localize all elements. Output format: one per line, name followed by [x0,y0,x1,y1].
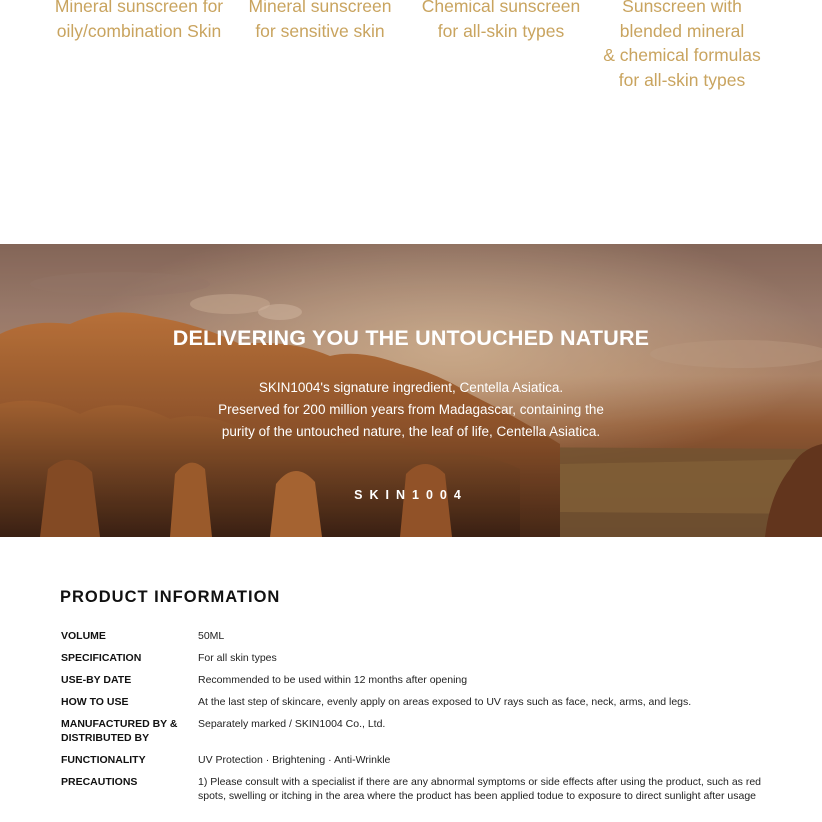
type-mineral-oily: Mineral sunscreen for oily/combination Skin [54,0,224,41]
table-row [61,673,771,695]
row-value: At the last step of skincare, evenly apply on areas exposed to UV rays such as face, neck, arms, and legs. [198,696,692,708]
table-row [61,717,771,753]
banner-title: DELIVERING YOU THE UNTOUCHED NATURE [172,326,650,350]
type-mineral-sensitive: Mineral sunscreen for sensitive skin [248,0,392,41]
banner-line: Preserved for 200 million years from Madagascar, containing the [218,402,604,417]
brand-logo-text: SKIN1004 [354,488,468,502]
row-value: 50ML [198,630,225,642]
banner-line: purity of the untouched nature, the leaf of life, Centella Asiatica. [221,424,601,439]
row-value: Separately marked / SKIN1004 Co., Ltd. [198,718,386,730]
row-key: FUNCTIONALITY [61,754,146,766]
row-value: For all skin types [198,652,277,664]
row-key: USE-BY DATE [61,674,132,686]
banner-line: SKIN1004's signature ingredient, Centella Asiatica. [258,380,564,395]
table-row [61,753,771,775]
row-value: 1) Please consult with a specialist if there are any abnormal symptoms or side effects after using the product, such as red spots, swelling or itching in the area where the product has been applied todue to exposure to direct sunlight after usage [198,776,762,802]
type-blended: Sunscreen with blended mineral & chemical formulas for all-skin types [603,0,761,90]
row-value: Recommended to be used within 12 months after opening [198,674,468,686]
table-row [61,651,771,673]
row-key: SPECIFICATION [61,652,142,664]
row-key: MANUFACTURED BY & DISTRIBUTED BY [61,718,178,744]
table-row [61,695,771,717]
product-info-title: PRODUCT INFORMATION [60,588,281,606]
sunscreen-types [0,0,822,224]
row-value: UV Protection · Brightening · Anti-Wrinkle [198,754,391,766]
table-row [61,775,771,811]
type-chemical: Chemical sunscreen for all-skin types [421,0,581,41]
row-key: HOW TO USE [61,696,129,708]
row-key: VOLUME [61,630,106,642]
product-info-table [61,629,771,811]
banner-description [0,377,822,443]
nature-banner [0,244,822,537]
row-key: PRECAUTIONS [61,776,138,788]
table-row [61,629,771,651]
